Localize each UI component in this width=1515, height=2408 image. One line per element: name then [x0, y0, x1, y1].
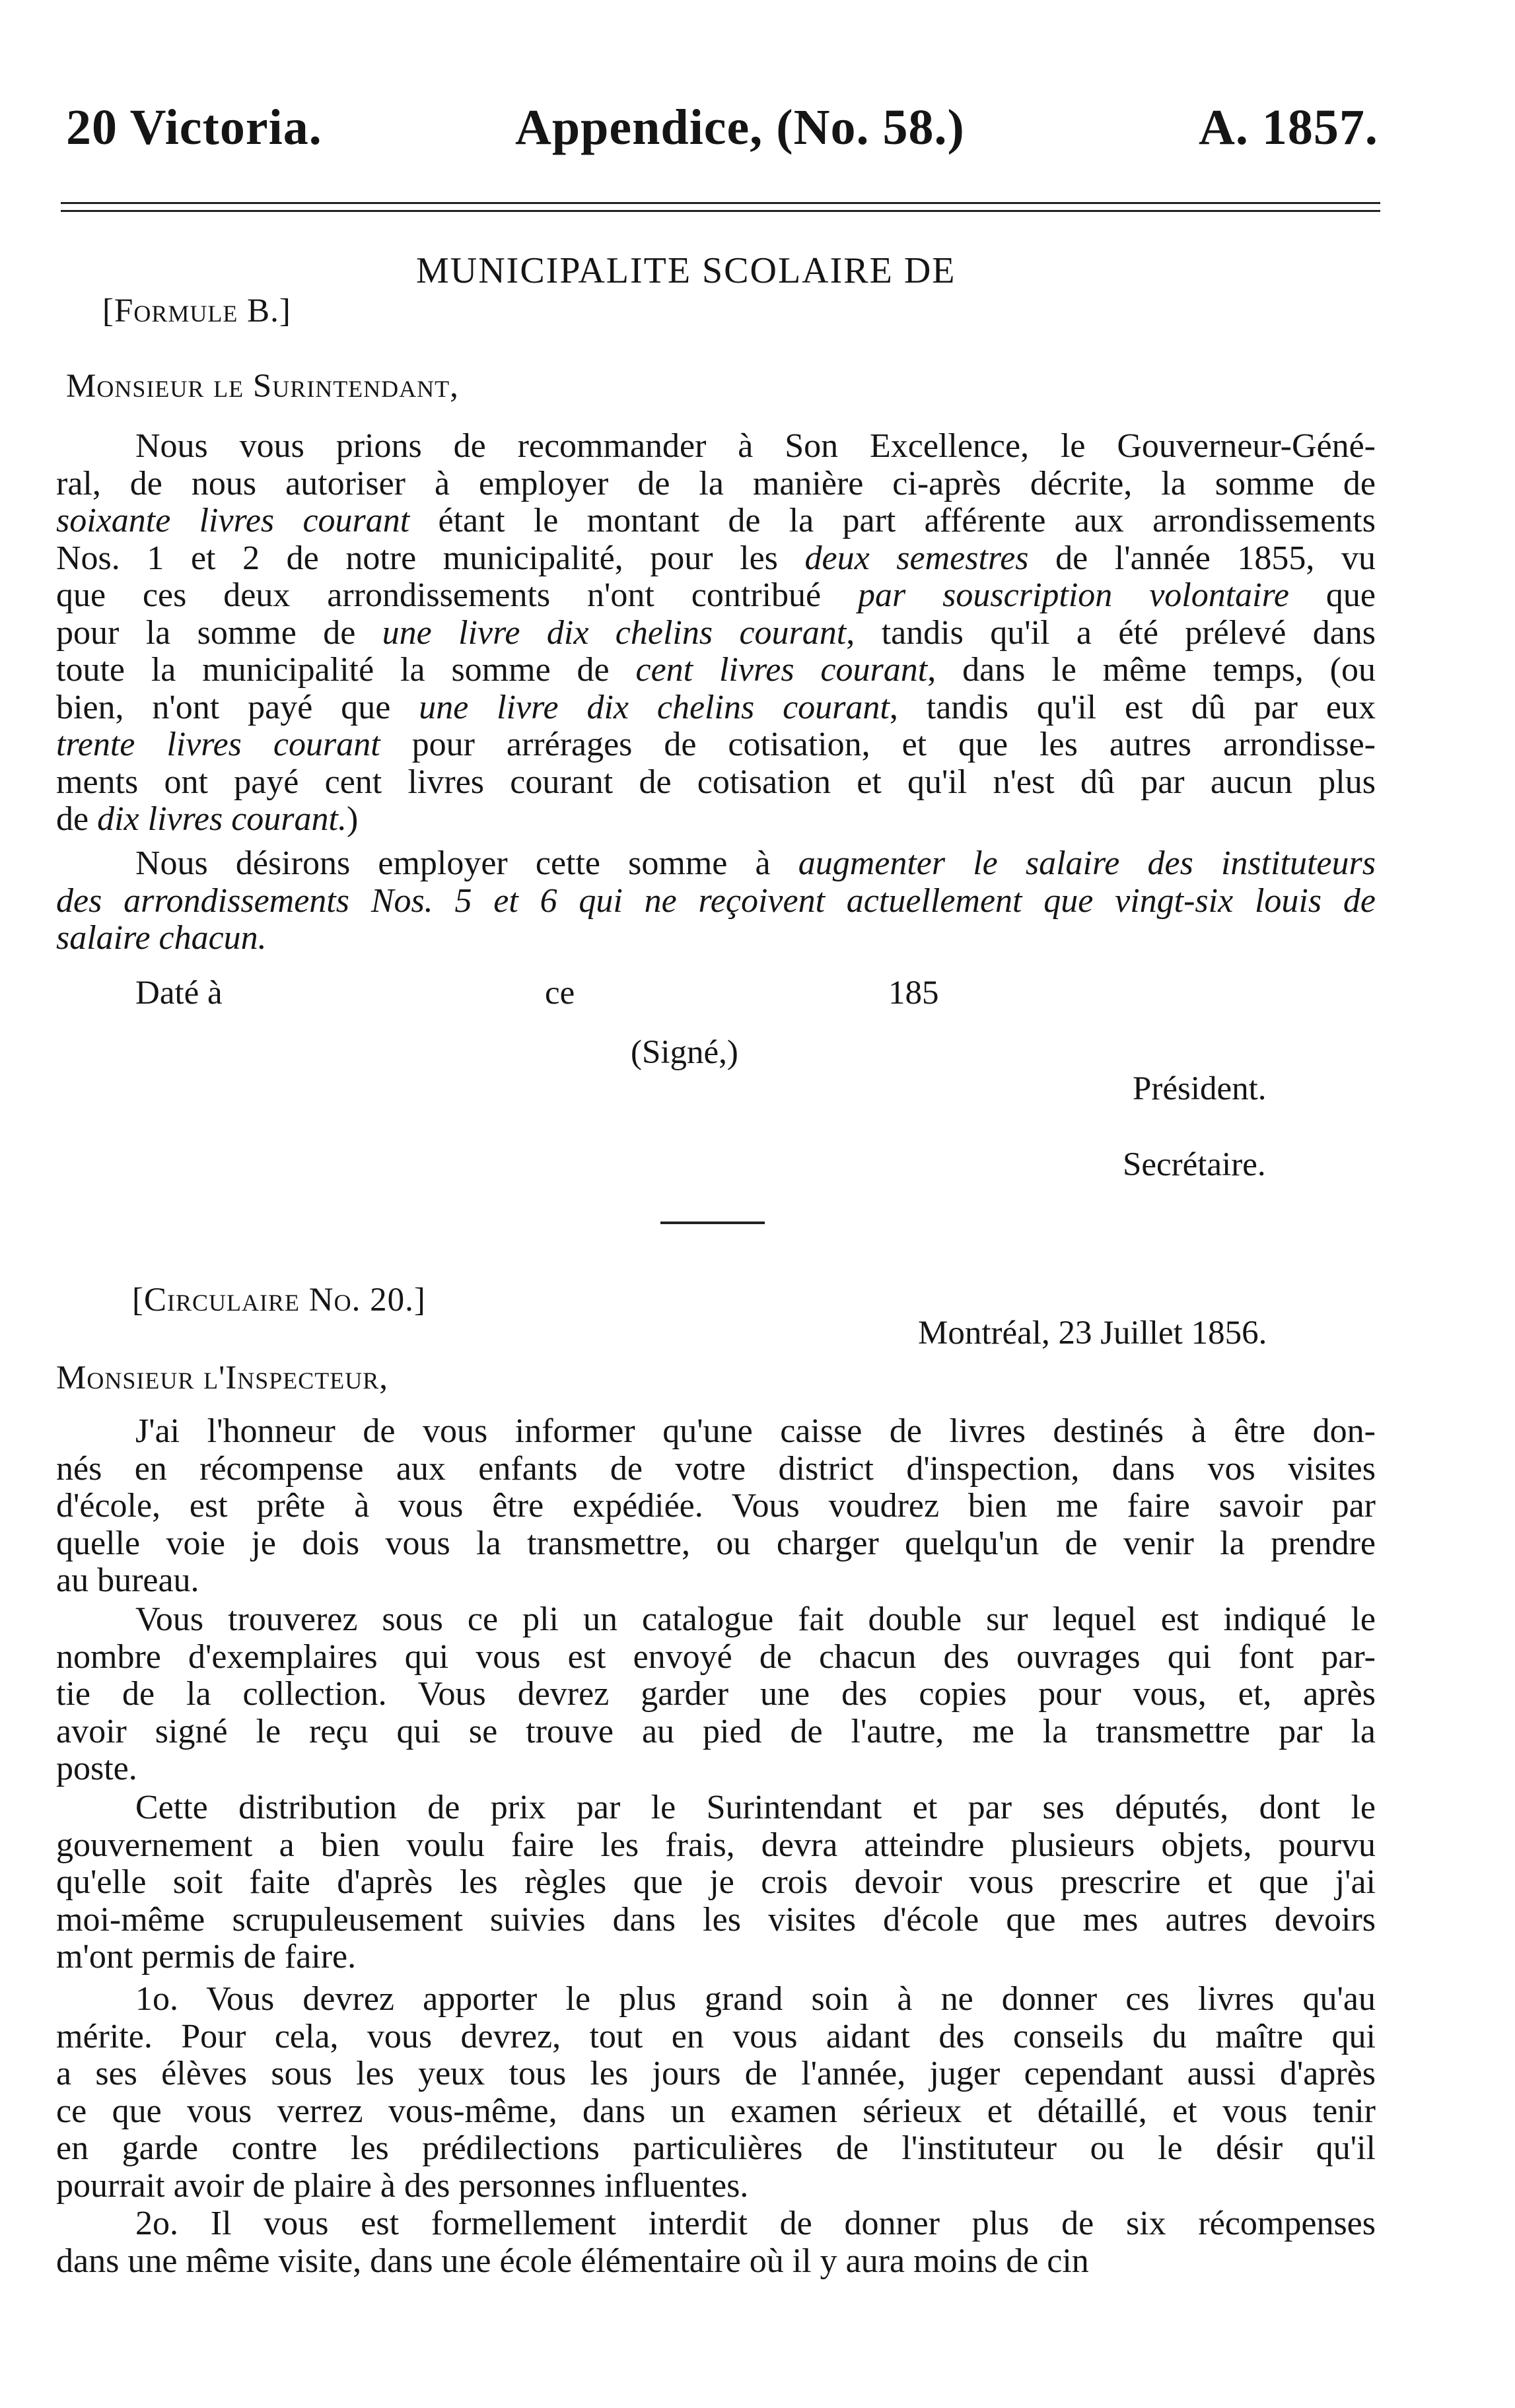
form-salutation: Monsieur le Surintendant, — [66, 368, 459, 405]
text-line: 2o. Il vous est formellement interdit de donner plus de six récompenses — [135, 2205, 1376, 2242]
header-center: Appendice, (No. 58.) — [515, 100, 965, 155]
form-signed-label: (Signé,) — [631, 1034, 738, 1071]
text-line: d'école, est prête à vous être expédiée. Vous voudrez bien me faire savoir par — [56, 1487, 1376, 1525]
text-line: au bureau. — [56, 1562, 199, 1599]
text-line: ral, de nous autoriser à employer de la manière ci-après décrite, la somme de — [56, 464, 1376, 502]
text-line: toute la municipalité la somme de cent livres courant, dans le même temps, (ou — [56, 651, 1376, 689]
text-line: qu'elle soit faite d'après les règles que je crois devoir vous prescrire et que j'ai — [56, 1863, 1376, 1901]
text-line: Nous vous prions de recommander à Son Excellence, le Gouverneur-Géné- — [135, 427, 1376, 465]
text-line: bien, n'ont payé que une livre dix chelins courant, tandis qu'il est dû par eux — [56, 688, 1376, 726]
text-line: nombre d'exemplaires qui vous est envoyé de chacun des ouvrages qui font par- — [56, 1637, 1376, 1676]
header-rule-top — [61, 202, 1380, 204]
text-line: salaire chacun. — [56, 919, 267, 957]
circular-paragraph-1 — [56, 1413, 1376, 1600]
form-paragraph-2 — [56, 845, 1376, 957]
circular-paragraph-3 — [56, 1789, 1376, 1976]
text-line: tie de la collection. Vous devrez garder une des copies pour vous, et, après — [56, 1675, 1376, 1713]
circular-paragraph-5 — [56, 2205, 1376, 2280]
form-date-label: Daté à — [135, 975, 223, 1012]
text-line: dans une même visite, dans une école élémentaire où il y aura moins de cin — [56, 2242, 1089, 2280]
text-line: trente livres courant pour arrérages de cotisation, et que les autres arrondisse- — [56, 726, 1376, 763]
form-label: [Formule B.] — [102, 292, 291, 329]
header-right: A. 1857. — [1199, 100, 1378, 155]
text-line: nés en récompense aux enfants de votre district d'inspection, dans vos visites — [56, 1449, 1376, 1488]
text-line: mérite. Pour cela, vous devrez, tout en vous aidant des conseils du maître qui — [56, 2017, 1376, 2055]
text-line: pour la somme de une livre dix chelins courant, tandis qu'il a été prélevé dans — [56, 613, 1376, 652]
circular-paragraph-2 — [56, 1601, 1376, 1788]
text-line: Nos. 1 et 2 de notre municipalité, pour les deux semestres de l'année 1855, vu — [56, 539, 1376, 577]
text-line: a ses élèves sous les yeux tous les jours de l'année, juger cependant aussi d'après — [56, 2055, 1376, 2092]
text-line: m'ont permis de faire. — [56, 1938, 357, 1976]
text-line: avoir signé le reçu qui se trouve au pied de l'autre, me la transmettre par la — [56, 1712, 1376, 1750]
text-line: quelle voie je dois vous la transmettre, ou charger quelqu'un de venir la prendre — [56, 1524, 1376, 1562]
text-line: soixante livres courant étant le montant de la part afférente aux arrondissements — [56, 502, 1376, 539]
form-title: MUNICIPALITE SCOLAIRE DE — [416, 250, 956, 291]
form-ce-label: ce — [545, 975, 575, 1012]
text-line: moi-même scrupuleusement suivies dans les visites d'école que mes autres devoirs — [56, 1900, 1376, 1939]
section-separator — [660, 1221, 765, 1224]
text-line: en garde contre les prédilections particulières de l'instituteur ou le désir qu'il — [56, 2129, 1376, 2167]
circular-salutation: Monsieur l'Inspecteur, — [56, 1359, 389, 1396]
form-secretary-label: Secrétaire. — [1123, 1146, 1266, 1183]
circular-dateline: Montréal, 23 Juillet 1856. — [918, 1315, 1267, 1352]
text-line: ments ont payé cent livres courant de cotisation et qu'il n'est dû par aucun plus — [56, 763, 1376, 801]
text-line: pourrait avoir de plaire à des personnes influentes. — [56, 2166, 749, 2205]
form-president-label: Président. — [1133, 1070, 1267, 1107]
text-line: ce que vous verrez vous-même, dans un examen sérieux et détaillé, et vous tenir — [56, 2092, 1376, 2130]
text-line: Cette distribution de prix par le Surintendant et par ses députés, dont le — [135, 1789, 1376, 1826]
text-line: Vous trouverez sous ce pli un catalogue fait double sur lequel est indiqué le — [135, 1600, 1376, 1638]
header-left: 20 Victoria. — [66, 100, 322, 155]
circular-label: [Circulaire No. 20.] — [132, 1282, 426, 1319]
form-year-label: 185 — [888, 975, 939, 1012]
text-line: gouvernement a bien voulu faire les frais, devra atteindre plusieurs objets, pourvu — [56, 1826, 1376, 1864]
form-paragraph-1 — [56, 428, 1376, 839]
circular-paragraph-4 — [56, 1981, 1376, 2205]
text-line: Nous désirons employer cette somme à augmenter le salaire des instituteurs — [135, 844, 1376, 882]
text-line: de dix livres courant.) — [56, 800, 359, 838]
text-line: des arrondissements Nos. 5 et 6 qui ne reçoivent actuellement que vingt-six louis de — [56, 881, 1376, 920]
text-line: J'ai l'honneur de vous informer qu'une caisse de livres destinés à être don- — [135, 1412, 1376, 1450]
header-rule-bottom — [61, 210, 1380, 212]
text-line: poste. — [56, 1750, 137, 1787]
text-line: 1o. Vous devrez apporter le plus grand soin à ne donner ces livres qu'au — [135, 1980, 1376, 2018]
text-line: que ces deux arrondissements n'ont contribué par souscription volontaire que — [56, 576, 1376, 614]
